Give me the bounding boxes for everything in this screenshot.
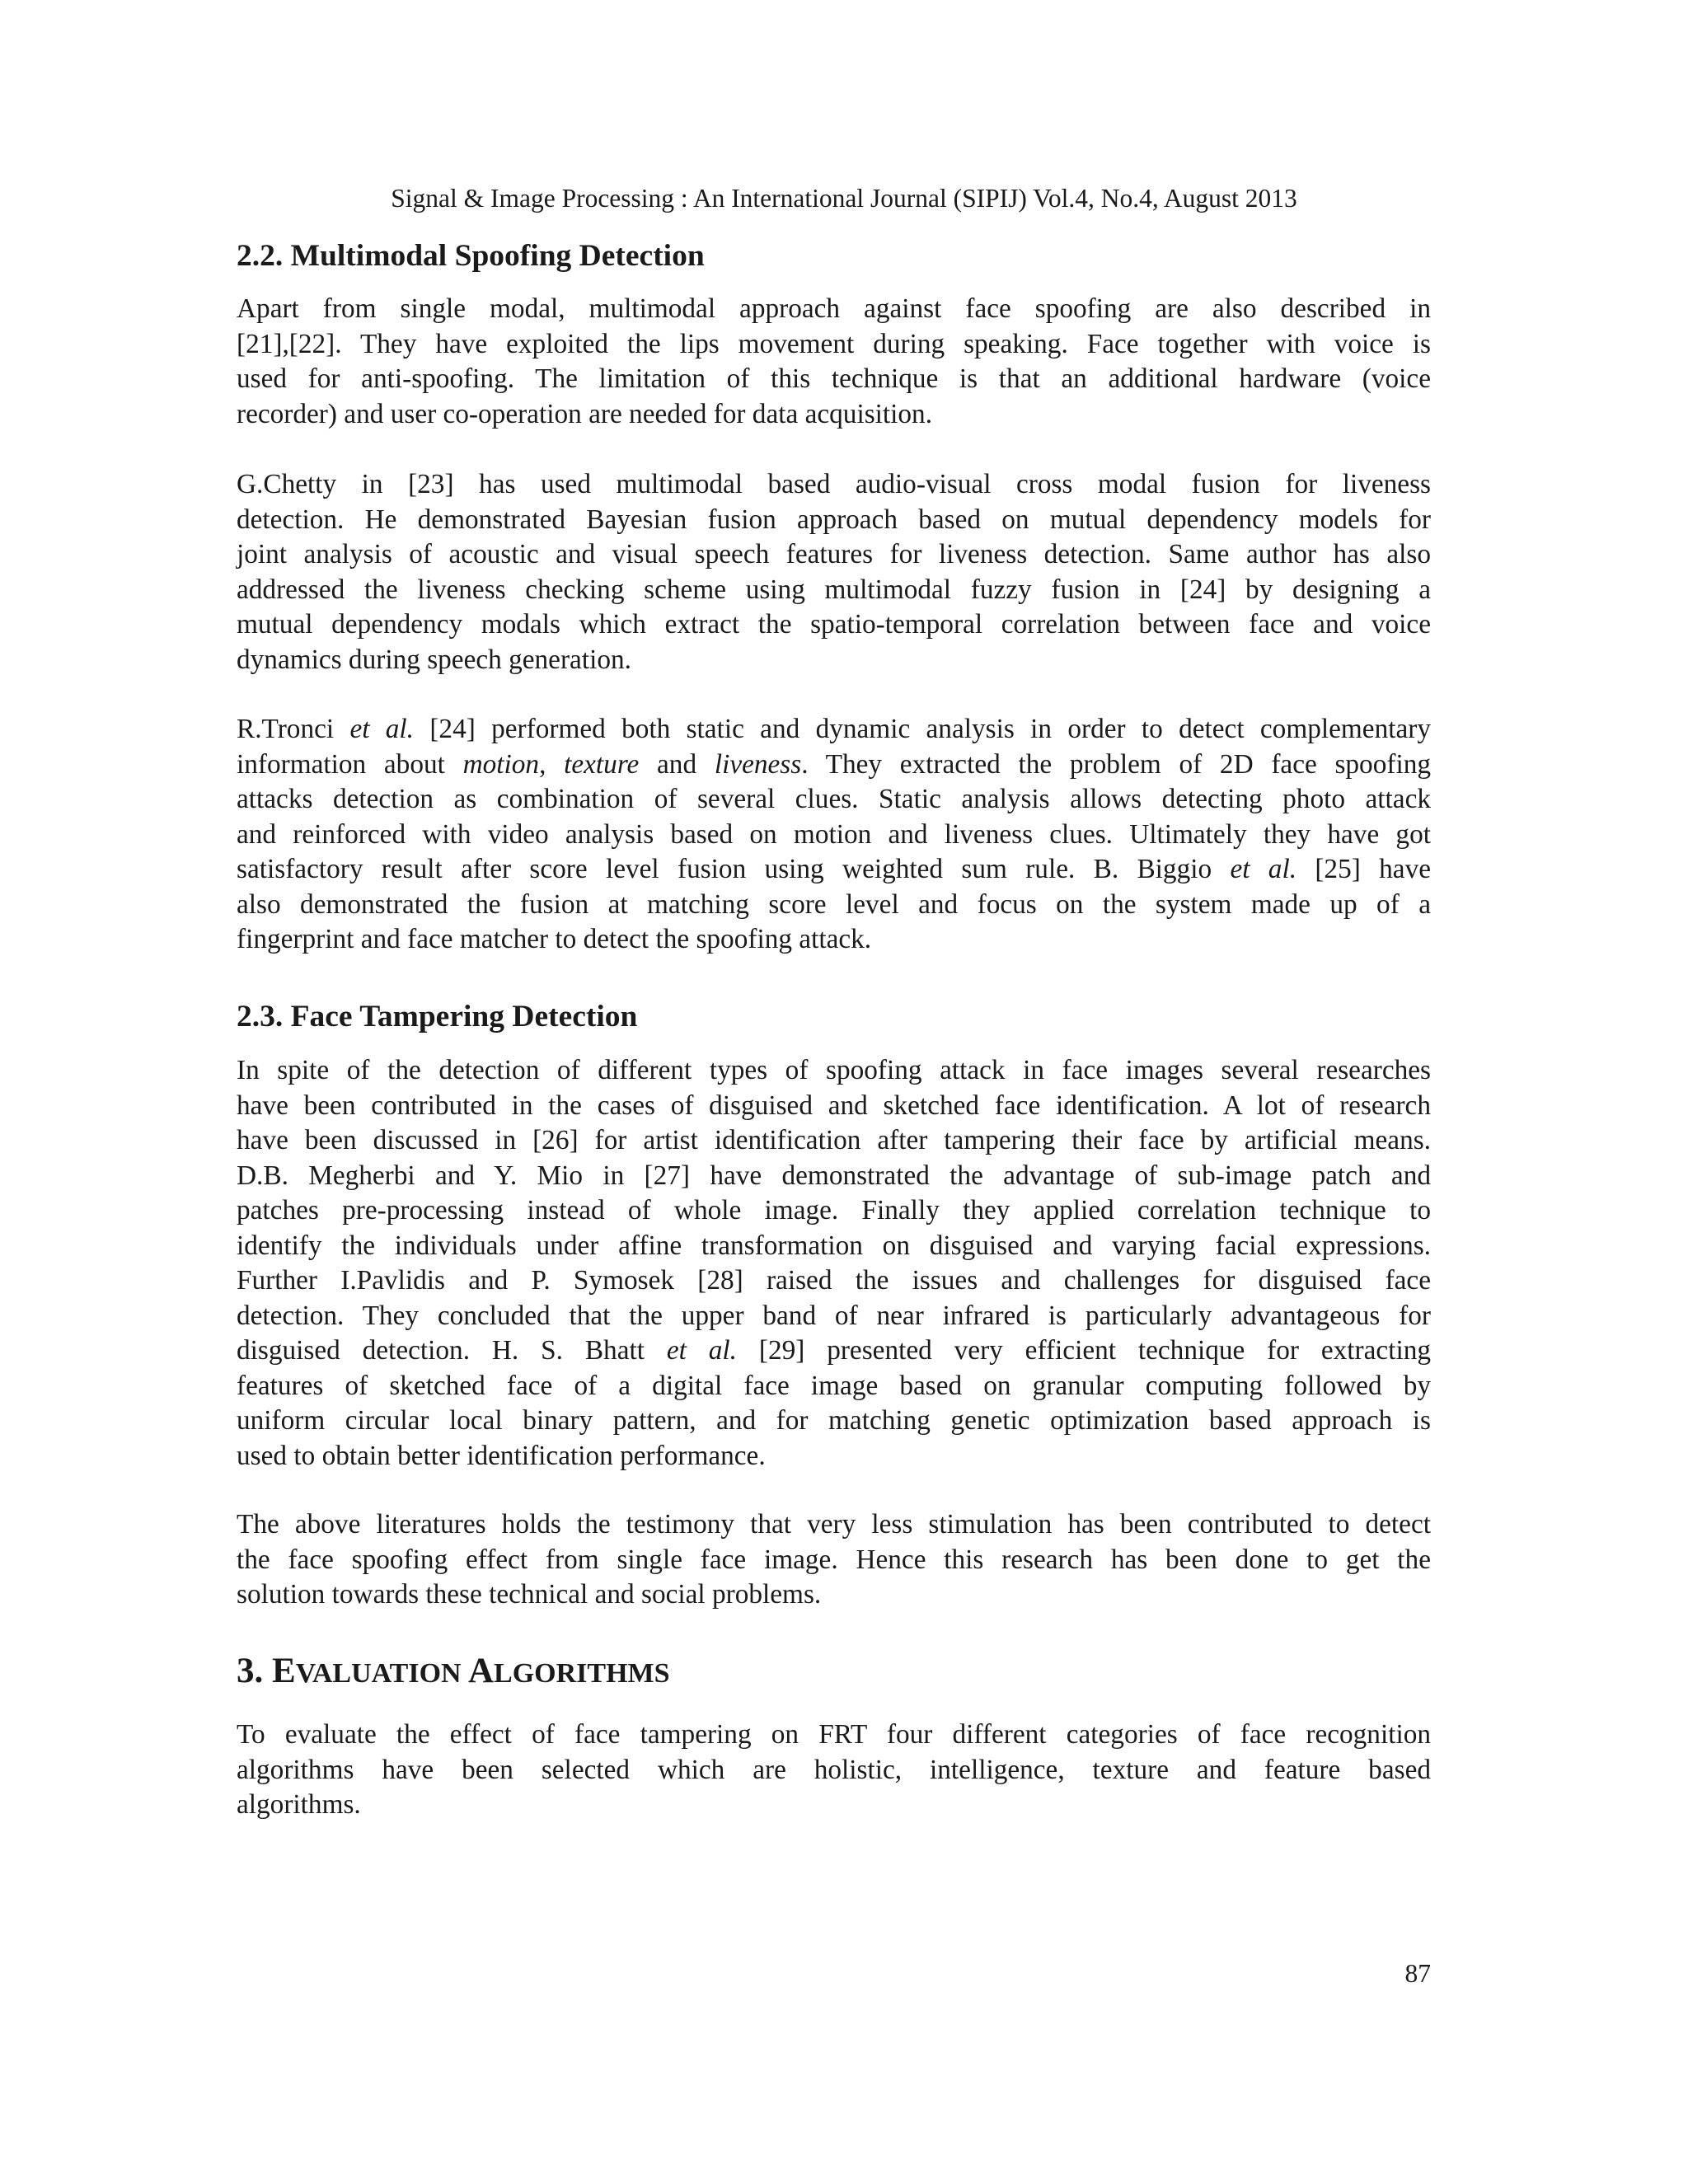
paragraph-2-2-b	[237, 467, 1431, 677]
text-line: attacks detection as combination of several clues. Static analysis allows detecting photo attack	[237, 784, 1431, 814]
text-line: mutual dependency modals which extract the spatio-temporal correlation between face and voice	[237, 609, 1431, 640]
paragraph-3-a	[237, 1718, 1431, 1823]
running-header: Signal & Image Processing : An International Journal (SIPIJ) Vol.4, No.4, August 2013	[391, 184, 1297, 213]
text-line: the face spoofing effect from single face image. Hence this research has been done to get the	[237, 1544, 1431, 1575]
text-line: The above literatures holds the testimony that very less stimulation has been contributed to detect	[237, 1509, 1431, 1540]
text-line: and reinforced with video analysis based on motion and liveness clues. Ultimately they have got	[237, 818, 1431, 850]
et-al-italic: et al.	[349, 714, 415, 744]
text-line: G.Chetty in [23] has used multimodal based audio-visual cross modal fusion for liveness	[237, 469, 1431, 499]
et-al-italic: et al.	[666, 1335, 737, 1366]
et-al-italic: et al.	[1230, 854, 1297, 884]
text-line: R.Tronci et al. [24] performed both static and dynamic analysis in order to detect complementary	[237, 714, 1431, 744]
text-line: detection. They concluded that the upper band of near infrared is particularly advantageous for	[237, 1300, 1431, 1331]
liveness-italic: liveness	[714, 748, 802, 780]
text-line: algorithms have been selected which are holistic, intelligence, texture and feature based	[237, 1754, 1431, 1785]
text-line: To evaluate the effect of face tampering on FRT four different categories of face recognition	[237, 1719, 1431, 1750]
section-heading-3: 3. EVALUATION ALGORITHMS	[237, 1652, 670, 1690]
paragraph-2-3-a	[237, 1053, 1431, 1474]
text-line: Further I.Pavlidis and P. Symosek [28] raised the issues and challenges for disguised face	[237, 1265, 1431, 1296]
text-line: Apart from single modal, multimodal approach against face spoofing are also described in	[237, 293, 1431, 324]
text-line: dynamics during speech generation.	[237, 644, 631, 675]
text-line: [21],[22]. They have exploited the lips movement during speaking. Face together with voice is	[237, 328, 1431, 359]
text-line: algorithms.	[237, 1789, 361, 1820]
text-line: recorder) and user co-operation are needed for data acquisition.	[237, 398, 933, 429]
section-heading-2-3: 2.3. Face Tampering Detection	[237, 1000, 638, 1033]
text-line: patches pre-processing instead of whole image. Finally they applied correlation technique to	[237, 1195, 1431, 1226]
text-line: D.B. Megherbi and Y. Mio in [27] have demonstrated the advantage of sub-image patch and	[237, 1160, 1431, 1191]
paragraph-2-3-b	[237, 1507, 1431, 1613]
text-line: have been discussed in [26] for artist identification after tampering their face by artificial means.	[237, 1125, 1431, 1155]
text-line: joint analysis of acoustic and visual speech features for liveness detection. Same author has also	[237, 539, 1431, 569]
text-line: disguised detection. H. S. Bhatt et al. [29] presented very efficient technique for extracting	[237, 1335, 1431, 1366]
text-line: used to obtain better identification performance.	[237, 1440, 766, 1471]
paragraph-2-2-c	[237, 712, 1431, 958]
text-line: detection. He demonstrated Bayesian fusion approach based on mutual dependency models for	[237, 504, 1431, 535]
text-line: addressed the liveness checking scheme using multimodal fuzzy fusion in [24] by designing a	[237, 574, 1431, 605]
motion-italic: motion	[462, 748, 540, 780]
text-line: used for anti-spoofing. The limitation of this technique is that an additional hardware (voice	[237, 363, 1431, 394]
text-line: In spite of the detection of different types of spoofing attack in face images several researches	[237, 1055, 1431, 1085]
paragraph-2-2-a	[237, 292, 1431, 432]
text-line: identify the individuals under affine transformation on disguised and varying facial expressions.	[237, 1230, 1431, 1261]
text-line: fingerprint and face matcher to detect the spoofing attack.	[237, 924, 872, 954]
text-line: have been contributed in the cases of disguised and sketched face identification. A lot of research	[237, 1090, 1431, 1121]
texture-italic: texture	[564, 748, 640, 780]
text-line: solution towards these technical and social problems.	[237, 1579, 822, 1610]
text-line: also demonstrated the fusion at matching score level and focus on the system made up of a	[237, 888, 1431, 920]
text-line: satisfactory result after score level fusion using weighted sum rule. B. Biggio et al. [25] have	[237, 854, 1431, 884]
text-line: uniform circular local binary pattern, and for matching genetic optimization based approach is	[237, 1405, 1431, 1436]
text-line: features of sketched face of a digital face image based on granular computing followed by	[237, 1370, 1431, 1401]
page-number: 87	[1404, 1959, 1431, 1988]
text-line: information about motion, texture and liveness. They extracted the problem of 2D face spoofing	[237, 748, 1431, 780]
section-heading-2-2: 2.2. Multimodal Spoofing Detection	[237, 239, 705, 273]
